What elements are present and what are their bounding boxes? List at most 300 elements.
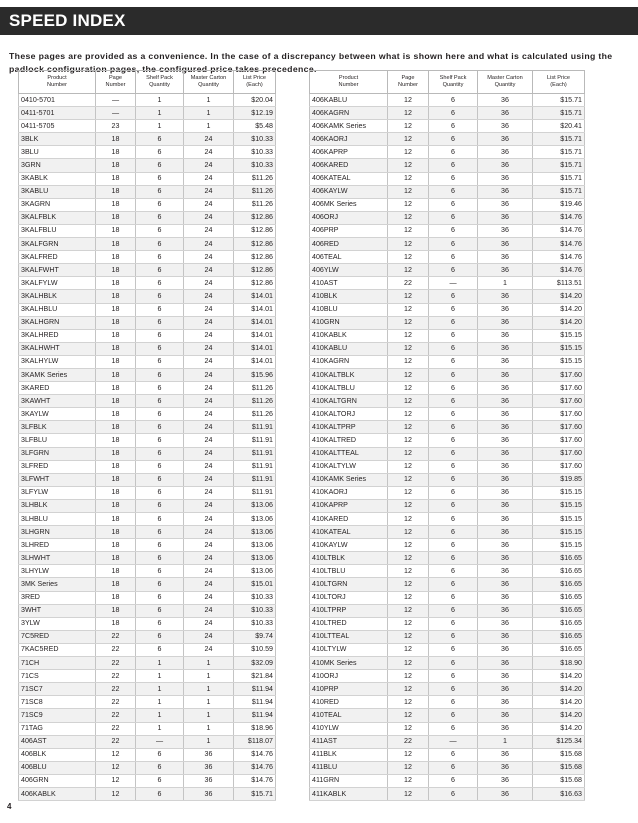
table-row xyxy=(310,355,585,368)
shelf-pack-cell: 6 xyxy=(136,565,184,578)
shelf-pack-cell: 6 xyxy=(429,787,478,800)
product-number-cell: 410LTPRP xyxy=(310,604,388,617)
list-price-cell: $15.15 xyxy=(533,499,585,512)
header-bar xyxy=(0,7,638,35)
master-carton-cell: 36 xyxy=(478,94,533,107)
product-number-cell: 410KABLK xyxy=(310,329,388,342)
product-number-cell: 71TAG xyxy=(19,722,96,735)
page-number-cell: 22 xyxy=(96,657,136,670)
product-number-cell: 3GRN xyxy=(19,159,96,172)
product-number-cell: 406BLU xyxy=(19,761,96,774)
master-carton-cell: 24 xyxy=(184,565,234,578)
product-number-cell: 3LFRED xyxy=(19,460,96,473)
shelf-pack-cell: 6 xyxy=(429,657,478,670)
master-carton-cell: 24 xyxy=(184,382,234,395)
list-price-cell: $14.01 xyxy=(234,303,276,316)
page-title: SPEED INDEX xyxy=(9,11,126,30)
page-number-cell: 18 xyxy=(96,565,136,578)
shelf-pack-cell: 6 xyxy=(136,316,184,329)
list-price-cell: $11.26 xyxy=(234,172,276,185)
table-row xyxy=(310,408,585,421)
product-number-cell: 410KALTORJ xyxy=(310,408,388,421)
master-carton-cell: 24 xyxy=(184,277,234,290)
list-price-cell: $19.46 xyxy=(533,198,585,211)
table-row xyxy=(310,238,585,251)
page-number-cell: 12 xyxy=(388,355,429,368)
product-number-cell: 3KALFRED xyxy=(19,251,96,264)
table-row xyxy=(310,198,585,211)
page-number-cell: 12 xyxy=(388,133,429,146)
shelf-pack-cell: — xyxy=(136,735,184,748)
master-carton-cell: 36 xyxy=(478,761,533,774)
table-row xyxy=(19,198,276,211)
shelf-pack-cell: 6 xyxy=(429,578,478,591)
table-row xyxy=(310,329,585,342)
page-number-cell: 12 xyxy=(388,761,429,774)
list-price-cell: $10.33 xyxy=(234,159,276,172)
table-row xyxy=(310,368,585,381)
page-number-cell: 22 xyxy=(96,722,136,735)
product-number-cell: 3YLW xyxy=(19,617,96,630)
shelf-pack-cell: 6 xyxy=(136,630,184,643)
master-carton-cell: 24 xyxy=(184,499,234,512)
list-price-cell: $15.71 xyxy=(234,787,276,800)
list-price-cell: $15.15 xyxy=(533,486,585,499)
table-row xyxy=(19,120,276,133)
list-price-cell: $14.20 xyxy=(533,709,585,722)
list-price-cell: $15.96 xyxy=(234,368,276,381)
product-number-cell: 3KALHGRN xyxy=(19,316,96,329)
page-number-cell: 12 xyxy=(388,657,429,670)
page-number-cell: 18 xyxy=(96,303,136,316)
product-number-cell: 406ORJ xyxy=(310,211,388,224)
product-number-cell: 411AST xyxy=(310,735,388,748)
list-price-cell: $16.65 xyxy=(533,643,585,656)
list-price-cell: $15.71 xyxy=(533,159,585,172)
shelf-pack-cell: 6 xyxy=(136,447,184,460)
table-row xyxy=(19,251,276,264)
page-number-cell: 12 xyxy=(388,198,429,211)
table-row xyxy=(19,787,276,800)
page-number-cell: 12 xyxy=(388,460,429,473)
shelf-pack-cell: 1 xyxy=(136,670,184,683)
table-header-row xyxy=(310,71,585,94)
table-row xyxy=(19,211,276,224)
page-number-cell: 18 xyxy=(96,499,136,512)
master-carton-cell: 36 xyxy=(478,591,533,604)
master-carton-cell: 24 xyxy=(184,133,234,146)
list-price-cell: $15.71 xyxy=(533,94,585,107)
product-number-cell: 411BLK xyxy=(310,748,388,761)
master-carton-cell: 24 xyxy=(184,513,234,526)
shelf-pack-cell: 1 xyxy=(136,657,184,670)
shelf-pack-cell: 1 xyxy=(136,107,184,120)
shelf-pack-cell: — xyxy=(429,735,478,748)
shelf-pack-cell: 6 xyxy=(429,238,478,251)
product-number-cell: 406KAORJ xyxy=(310,133,388,146)
shelf-pack-cell: 6 xyxy=(429,630,478,643)
master-carton-cell: 24 xyxy=(184,643,234,656)
table-row xyxy=(19,94,276,107)
table-row xyxy=(310,185,585,198)
product-number-cell: 411GRN xyxy=(310,774,388,787)
master-carton-cell: 36 xyxy=(478,316,533,329)
list-price-cell: $14.20 xyxy=(533,303,585,316)
product-number-cell: 3KALFGRN xyxy=(19,238,96,251)
column-header-master-carton: Master Carton Quantity xyxy=(184,71,234,94)
list-price-cell: $125.34 xyxy=(533,735,585,748)
list-price-cell: $32.09 xyxy=(234,657,276,670)
list-price-cell: $13.06 xyxy=(234,513,276,526)
product-number-cell: 406KATEAL xyxy=(310,172,388,185)
page-number-cell: 18 xyxy=(96,513,136,526)
column-header-page: Page Number xyxy=(388,71,429,94)
list-price-cell: $17.60 xyxy=(533,460,585,473)
page-number-cell: 12 xyxy=(388,159,429,172)
table-row xyxy=(19,486,276,499)
page-number-cell: 12 xyxy=(388,342,429,355)
list-price-cell: $15.15 xyxy=(533,355,585,368)
product-number-cell: 406MK Series xyxy=(310,198,388,211)
list-price-cell: $14.01 xyxy=(234,329,276,342)
shelf-pack-cell: 6 xyxy=(136,774,184,787)
page-number-cell: 12 xyxy=(388,434,429,447)
list-price-cell: $17.60 xyxy=(533,368,585,381)
product-number-cell: 3WHT xyxy=(19,604,96,617)
shelf-pack-cell: 6 xyxy=(136,761,184,774)
page-number-cell: 18 xyxy=(96,238,136,251)
list-price-cell: $9.74 xyxy=(234,630,276,643)
shelf-pack-cell: 6 xyxy=(136,368,184,381)
table-row xyxy=(310,133,585,146)
list-price-cell: $5.48 xyxy=(234,120,276,133)
page-number-cell: 18 xyxy=(96,342,136,355)
master-carton-cell: 24 xyxy=(184,552,234,565)
list-price-cell: $21.84 xyxy=(234,670,276,683)
list-price-cell: $15.71 xyxy=(533,146,585,159)
list-price-cell: $12.19 xyxy=(234,107,276,120)
page-number-cell: 12 xyxy=(388,408,429,421)
list-price-cell: $17.60 xyxy=(533,382,585,395)
list-price-cell: $16.63 xyxy=(533,787,585,800)
master-carton-cell: 36 xyxy=(478,643,533,656)
table-header-row xyxy=(19,71,276,94)
page-number-cell: 12 xyxy=(388,670,429,683)
master-carton-cell: 36 xyxy=(478,709,533,722)
shelf-pack-cell: 6 xyxy=(136,133,184,146)
page-number-cell: 12 xyxy=(388,107,429,120)
shelf-pack-cell: 6 xyxy=(429,460,478,473)
master-carton-cell: 24 xyxy=(184,198,234,211)
table-row xyxy=(310,277,585,290)
product-number-cell: 406KAMK Series xyxy=(310,120,388,133)
list-price-cell: $10.33 xyxy=(234,146,276,159)
page-number-cell: 22 xyxy=(388,277,429,290)
product-number-cell: 410LTGRN xyxy=(310,578,388,591)
shelf-pack-cell: 6 xyxy=(136,251,184,264)
list-price-cell: $14.20 xyxy=(533,316,585,329)
master-carton-cell: 24 xyxy=(184,251,234,264)
table-row xyxy=(310,748,585,761)
page-number-cell: 12 xyxy=(388,382,429,395)
product-number-cell: 411BLU xyxy=(310,761,388,774)
table-row xyxy=(310,264,585,277)
master-carton-cell: 36 xyxy=(478,460,533,473)
master-carton-cell: 24 xyxy=(184,395,234,408)
product-number-cell: 3KARED xyxy=(19,382,96,395)
product-number-cell: 3KAGRN xyxy=(19,198,96,211)
page-number-cell: 12 xyxy=(388,709,429,722)
shelf-pack-cell: 6 xyxy=(136,355,184,368)
list-price-cell: $11.91 xyxy=(234,421,276,434)
master-carton-cell: 36 xyxy=(478,552,533,565)
table-row xyxy=(19,552,276,565)
table-row xyxy=(310,120,585,133)
list-price-cell: $13.06 xyxy=(234,565,276,578)
page-number-cell: 18 xyxy=(96,198,136,211)
list-price-cell: $15.71 xyxy=(533,107,585,120)
shelf-pack-cell: 6 xyxy=(136,264,184,277)
shelf-pack-cell: 1 xyxy=(136,120,184,133)
product-number-cell: 3KALHYLW xyxy=(19,355,96,368)
product-number-cell: 3KALFWHT xyxy=(19,264,96,277)
master-carton-cell: 36 xyxy=(478,395,533,408)
master-carton-cell: 24 xyxy=(184,421,234,434)
shelf-pack-cell: 6 xyxy=(136,473,184,486)
master-carton-cell: 36 xyxy=(478,604,533,617)
table-row xyxy=(310,722,585,735)
table-row xyxy=(19,735,276,748)
shelf-pack-cell: 6 xyxy=(136,159,184,172)
page-number-cell: 12 xyxy=(388,774,429,787)
table-row xyxy=(19,578,276,591)
product-number-cell: 410AST xyxy=(310,277,388,290)
page-number-cell: 18 xyxy=(96,604,136,617)
table-row xyxy=(19,290,276,303)
list-price-cell: $11.94 xyxy=(234,709,276,722)
table-row xyxy=(310,670,585,683)
shelf-pack-cell: 6 xyxy=(429,499,478,512)
table-row xyxy=(19,172,276,185)
page-number-cell: 12 xyxy=(96,774,136,787)
speed-index-table-right xyxy=(309,70,585,801)
master-carton-cell: 36 xyxy=(184,761,234,774)
product-number-cell: 0411-5705 xyxy=(19,120,96,133)
shelf-pack-cell: 6 xyxy=(136,342,184,355)
page-number-cell: 18 xyxy=(96,159,136,172)
master-carton-cell: 36 xyxy=(478,198,533,211)
master-carton-cell: 36 xyxy=(478,303,533,316)
page-number-cell: 12 xyxy=(388,473,429,486)
product-number-cell: 3LFGRN xyxy=(19,447,96,460)
list-price-cell: $11.94 xyxy=(234,696,276,709)
page-number-cell: 18 xyxy=(96,355,136,368)
table-row xyxy=(19,526,276,539)
list-price-cell: $12.86 xyxy=(234,238,276,251)
master-carton-cell: 36 xyxy=(478,408,533,421)
product-number-cell: 3LFBLU xyxy=(19,434,96,447)
table-row xyxy=(310,683,585,696)
list-price-cell: $15.01 xyxy=(234,578,276,591)
table-row xyxy=(19,565,276,578)
product-number-cell: 406GRN xyxy=(19,774,96,787)
shelf-pack-cell: 1 xyxy=(136,696,184,709)
shelf-pack-cell: 6 xyxy=(136,787,184,800)
page-number-cell: 12 xyxy=(388,316,429,329)
list-price-cell: $15.68 xyxy=(533,748,585,761)
page-number-cell: 18 xyxy=(96,408,136,421)
product-number-cell: 3KALFYLW xyxy=(19,277,96,290)
master-carton-cell: 36 xyxy=(478,670,533,683)
page-number-cell: 12 xyxy=(388,172,429,185)
page-number-cell: 12 xyxy=(388,264,429,277)
page-number-cell: 18 xyxy=(96,617,136,630)
page-number-cell: 12 xyxy=(388,251,429,264)
table-row xyxy=(19,670,276,683)
shelf-pack-cell: 6 xyxy=(136,382,184,395)
product-number-cell: 410BLU xyxy=(310,303,388,316)
shelf-pack-cell: 6 xyxy=(429,329,478,342)
product-number-cell: 410KAPRP xyxy=(310,499,388,512)
list-price-cell: $10.59 xyxy=(234,643,276,656)
master-carton-cell: 24 xyxy=(184,224,234,237)
master-carton-cell: 24 xyxy=(184,238,234,251)
page-number-cell: 12 xyxy=(96,787,136,800)
shelf-pack-cell: 6 xyxy=(136,460,184,473)
table-row xyxy=(310,709,585,722)
page-number-cell: 12 xyxy=(388,395,429,408)
table-row xyxy=(310,552,585,565)
table-row xyxy=(310,224,585,237)
page-number-cell: 18 xyxy=(96,290,136,303)
table-row xyxy=(19,709,276,722)
page-number-cell: 12 xyxy=(388,604,429,617)
table-row xyxy=(310,303,585,316)
shelf-pack-cell: 6 xyxy=(136,434,184,447)
table-row xyxy=(310,526,585,539)
shelf-pack-cell: 6 xyxy=(429,290,478,303)
page-number-cell: 12 xyxy=(388,146,429,159)
page-number-cell: 22 xyxy=(96,630,136,643)
list-price-cell: $14.76 xyxy=(533,264,585,277)
page-number: 4 xyxy=(7,802,12,811)
product-number-cell: 3LFYLW xyxy=(19,486,96,499)
page-number-cell: 18 xyxy=(96,591,136,604)
table-row xyxy=(310,591,585,604)
intro-text: These pages are provided as a convenience. In the case of a discrepancy between what is shown here and what is calculated using the padlock configuration pages, the configured price takes precedence. xyxy=(9,50,613,74)
master-carton-cell: 24 xyxy=(184,526,234,539)
shelf-pack-cell: 6 xyxy=(136,211,184,224)
list-price-cell: $17.60 xyxy=(533,421,585,434)
shelf-pack-cell: 6 xyxy=(429,224,478,237)
page-number-cell: 12 xyxy=(388,421,429,434)
table-row xyxy=(19,460,276,473)
product-number-cell: 410KAGRN xyxy=(310,355,388,368)
master-carton-cell: 24 xyxy=(184,604,234,617)
shelf-pack-cell: 6 xyxy=(136,552,184,565)
table-row xyxy=(310,159,585,172)
table-row xyxy=(310,643,585,656)
list-price-cell: $14.20 xyxy=(533,696,585,709)
master-carton-cell: 36 xyxy=(478,342,533,355)
table-row xyxy=(310,539,585,552)
product-number-cell: 410LTYLW xyxy=(310,643,388,656)
list-price-cell: $13.06 xyxy=(234,552,276,565)
product-number-cell: 3KAWHT xyxy=(19,395,96,408)
table-row xyxy=(19,683,276,696)
shelf-pack-cell: 6 xyxy=(136,277,184,290)
shelf-pack-cell: 6 xyxy=(429,486,478,499)
table-row xyxy=(19,238,276,251)
product-number-cell: 410KATEAL xyxy=(310,526,388,539)
product-number-cell: 410KALTBLK xyxy=(310,368,388,381)
table-row xyxy=(310,774,585,787)
list-price-cell: $13.06 xyxy=(234,499,276,512)
shelf-pack-cell: 1 xyxy=(136,94,184,107)
page-number-cell: 12 xyxy=(388,630,429,643)
product-number-cell: 410RED xyxy=(310,696,388,709)
master-carton-cell: 36 xyxy=(478,107,533,120)
column-header-list-price: List Price (Each) xyxy=(533,71,585,94)
list-price-cell: $15.15 xyxy=(533,526,585,539)
list-price-cell: $14.76 xyxy=(533,211,585,224)
master-carton-cell: 36 xyxy=(184,748,234,761)
master-carton-cell: 24 xyxy=(184,172,234,185)
shelf-pack-cell: 1 xyxy=(136,722,184,735)
list-price-cell: $11.94 xyxy=(234,683,276,696)
master-carton-cell: 24 xyxy=(184,630,234,643)
master-carton-cell: 36 xyxy=(478,133,533,146)
table-row xyxy=(310,316,585,329)
shelf-pack-cell: 6 xyxy=(429,159,478,172)
master-carton-cell: 24 xyxy=(184,303,234,316)
master-carton-cell: 24 xyxy=(184,578,234,591)
table-row xyxy=(310,499,585,512)
shelf-pack-cell: 6 xyxy=(429,696,478,709)
product-number-cell: 406AST xyxy=(19,735,96,748)
shelf-pack-cell: 6 xyxy=(429,408,478,421)
shelf-pack-cell: 6 xyxy=(429,539,478,552)
shelf-pack-cell: 6 xyxy=(136,643,184,656)
master-carton-cell: 1 xyxy=(478,277,533,290)
shelf-pack-cell: 6 xyxy=(429,434,478,447)
page-number-cell: 12 xyxy=(388,329,429,342)
shelf-pack-cell: 6 xyxy=(429,395,478,408)
product-number-cell: 410KALTGRN xyxy=(310,395,388,408)
column-header-shelf-pack: Shelf Pack Quantity xyxy=(136,71,184,94)
product-number-cell: 406KABLU xyxy=(310,94,388,107)
shelf-pack-cell: 6 xyxy=(429,421,478,434)
table-row xyxy=(19,447,276,460)
shelf-pack-cell: 6 xyxy=(429,120,478,133)
product-number-cell: 410KAMK Series xyxy=(310,473,388,486)
table-row xyxy=(19,395,276,408)
list-price-cell: $16.65 xyxy=(533,604,585,617)
shelf-pack-cell: 6 xyxy=(136,408,184,421)
master-carton-cell: 36 xyxy=(478,421,533,434)
product-number-cell: 3LFBLK xyxy=(19,421,96,434)
page-number-cell: 18 xyxy=(96,368,136,381)
table-row xyxy=(19,316,276,329)
table-row xyxy=(19,617,276,630)
shelf-pack-cell: 6 xyxy=(429,643,478,656)
product-number-cell: 410TEAL xyxy=(310,709,388,722)
shelf-pack-cell: 6 xyxy=(429,722,478,735)
product-number-cell: 410LTORJ xyxy=(310,591,388,604)
shelf-pack-cell: 6 xyxy=(429,382,478,395)
master-carton-cell: 36 xyxy=(478,748,533,761)
product-number-cell: 7C5RED xyxy=(19,630,96,643)
